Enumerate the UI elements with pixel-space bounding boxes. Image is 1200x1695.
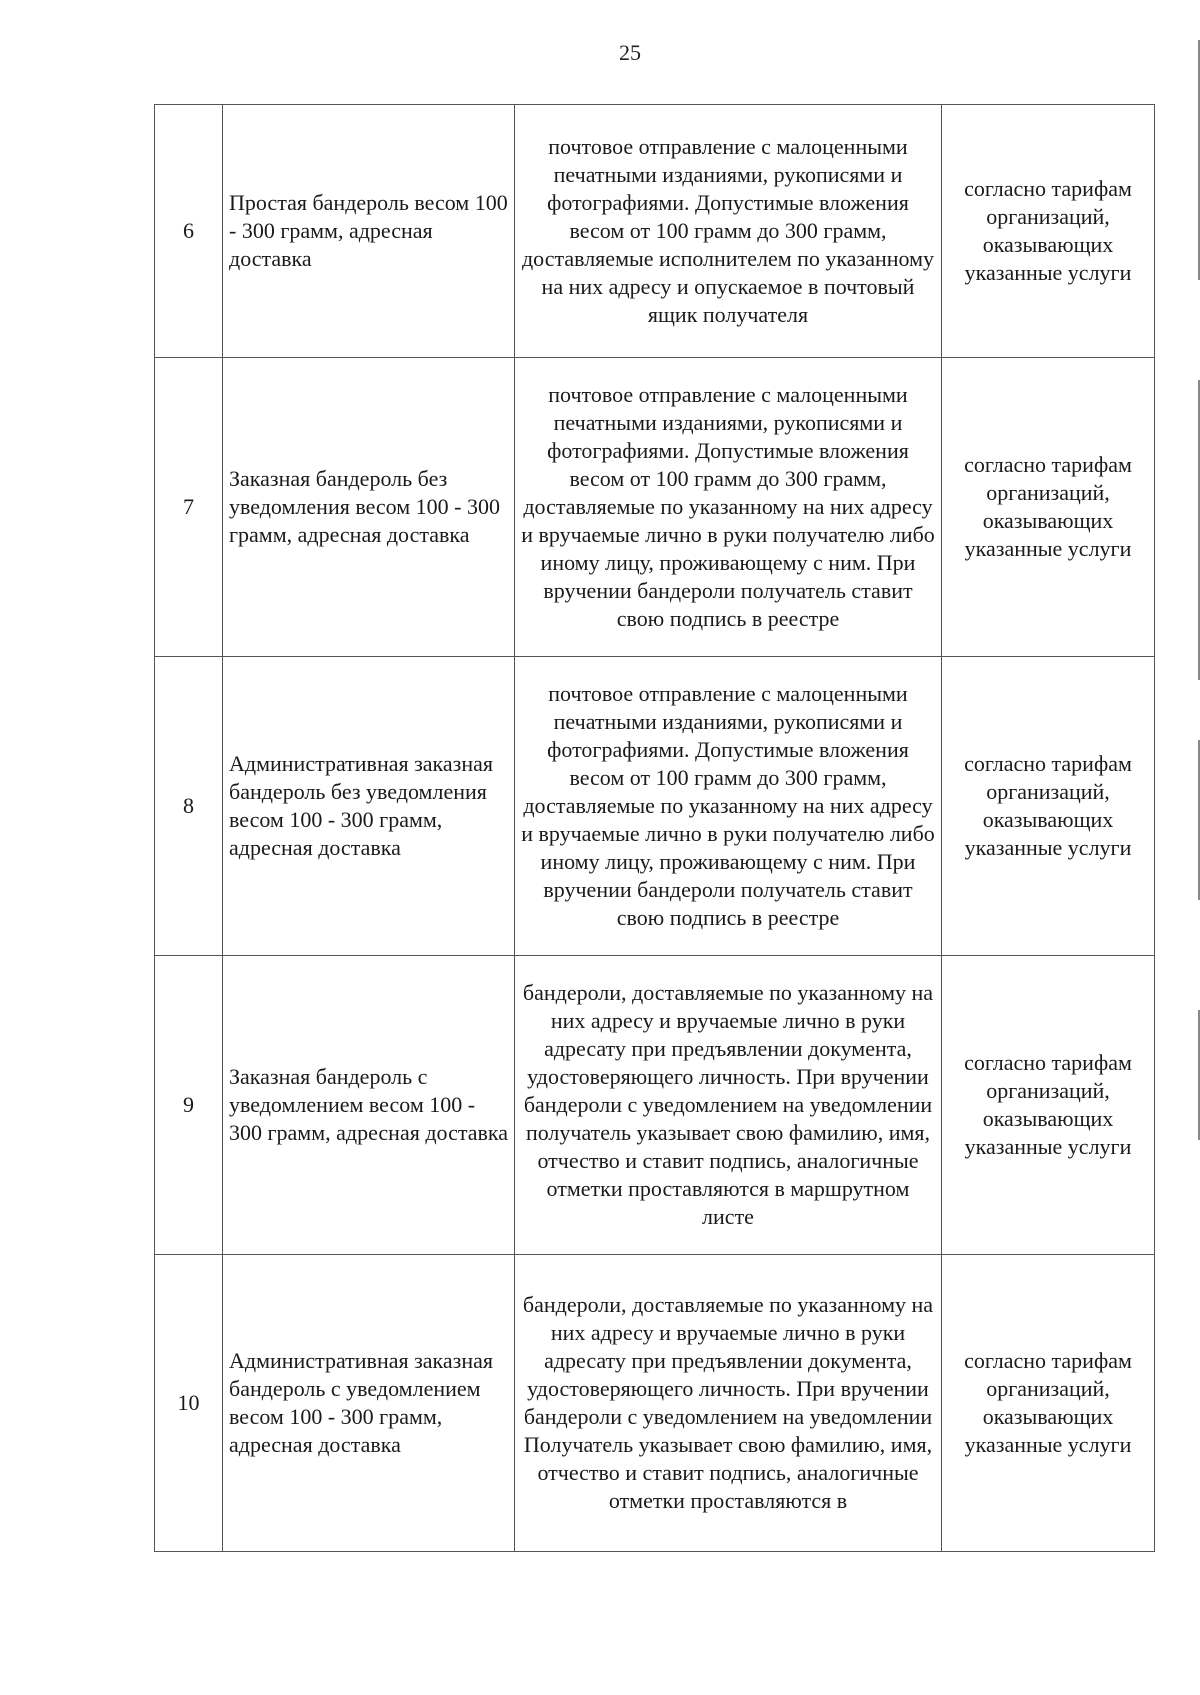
service-name-cell: Простая бандероль весом 100 - 300 грамм, адресная доставка [223, 105, 515, 358]
price-cell: согласно тарифам организаций, оказывающих указанные услуги [942, 358, 1155, 657]
service-name-cell: Административная заказная бандероль без уведомления весом 100 - 300 грамм, адресная доставка [223, 657, 515, 956]
service-description-cell: бандероли, доставляемые по указанному на них адресу и вручаемые лично в руки адресату при предъявлении документа, удостоверяющего личность. При вручении бандероли с уведомлением на уведомлении получатель указывает свою фамилию, имя, отчество и ставит подпись, аналогичные отметки проставляются в маршрутном листе [515, 956, 942, 1255]
service-name-cell: Административная заказная бандероль с уведомлением весом 100 - 300 грамм, адресная доставка [223, 1255, 515, 1552]
tariff-table [154, 104, 1155, 1552]
table-row [155, 1255, 1155, 1552]
service-name-cell: Заказная бандероль с уведомлением весом 100 - 300 грамм, адресная доставка [223, 956, 515, 1255]
service-description-cell: почтовое отправление с малоценными печатными изданиями, рукописями и фотографиями. Допустимые вложения весом от 100 грамм до 300 грамм, доставляемые по указанному на них адресу и вручаемые лично в руки получателю либо иному лицу, проживающему с ним. При вручении бандероли получатель ставит свою подпись в реестре [515, 358, 942, 657]
table-row [155, 358, 1155, 657]
row-number-cell: 8 [155, 657, 223, 956]
price-cell: согласно тарифам организаций, оказывающих указанные услуги [942, 1255, 1155, 1552]
service-description-cell: почтовое отправление с малоценными печатными изданиями, рукописями и фотографиями. Допустимые вложения весом от 100 грамм до 300 грамм, доставляемые исполнителем по указанному на них адресу и опускаемое в почтовый ящик получателя [515, 105, 942, 358]
row-number-cell: 7 [155, 358, 223, 657]
row-number-cell: 10 [155, 1255, 223, 1552]
table-row [155, 657, 1155, 956]
service-description-cell: почтовое отправление с малоценными печатными изданиями, рукописями и фотографиями. Допустимые вложения весом от 100 грамм до 300 грамм, доставляемые по указанному на них адресу и вручаемые лично в руки получателю либо иному лицу, проживающему с ним. При вручении бандероли получатель ставит свою подпись в реестре [515, 657, 942, 956]
service-description-cell: бандероли, доставляемые по указанному на них адресу и вручаемые лично в руки адресату при предъявлении документа, удостоверяющего личность. При вручении бандероли с уведомлением на уведомлении Получатель указывает свою фамилию, имя, отчество и ставит подпись, аналогичные отметки проставляются в [515, 1255, 942, 1552]
service-name-cell: Заказная бандероль без уведомления весом 100 - 300 грамм, адресная доставка [223, 358, 515, 657]
row-number-cell: 9 [155, 956, 223, 1255]
table-row [155, 105, 1155, 358]
page-number: 25 [619, 40, 641, 65]
row-number-cell: 6 [155, 105, 223, 358]
price-cell: согласно тарифам организаций, оказывающих указанные услуги [942, 657, 1155, 956]
price-cell: согласно тарифам организаций, оказывающих указанные услуги [942, 956, 1155, 1255]
table-row [155, 956, 1155, 1255]
price-cell: согласно тарифам организаций, оказывающих указанные услуги [942, 105, 1155, 358]
